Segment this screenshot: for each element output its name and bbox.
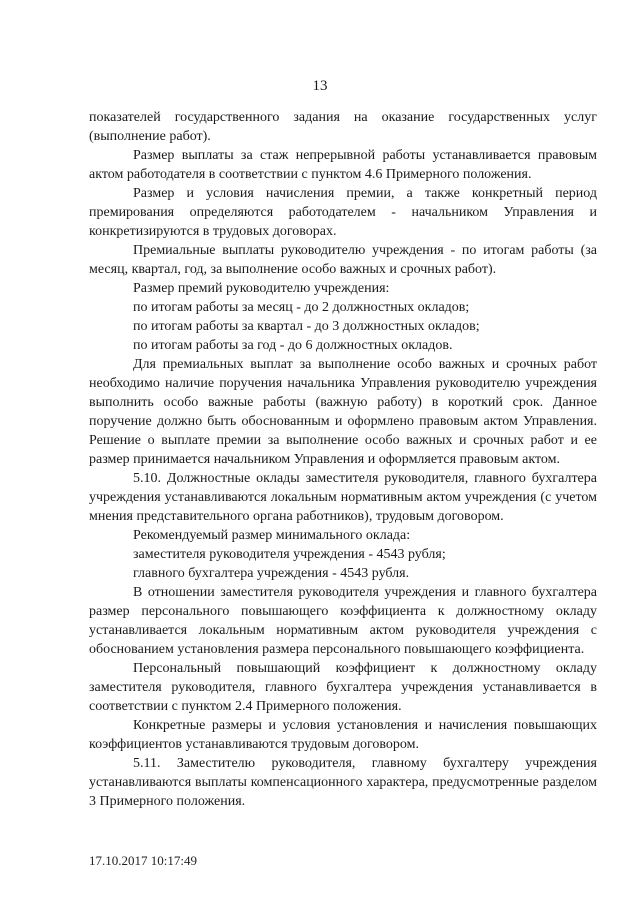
paragraph-bonus-size-heading: Размер премий руководителю учреждения:: [133, 281, 390, 296]
paragraph-seniority-pay: Размер выплаты за стаж непрерывной работы устанавливается правовым актом работодателя в соответствии с пунктом 4.6 Примерного положения.: [89, 148, 597, 182]
paragraph-bonus-conditions: Размер и условия начисления премии, а также конкретный период премирования определяются работодателем - начальником Управления и конкретизируются в трудовых договорах.: [89, 186, 597, 239]
paragraph-coefficient-contract: Конкретные размеры и условия установления и начисления повышающих коэффициентов устанавливаются трудовым договором.: [89, 718, 597, 752]
paragraph-continuation: показателей государственного задания на оказание государственных услуг (выполнение работ).: [89, 110, 597, 144]
list-item-quarterly-bonus: по итогам работы за квартал - до 3 должностных окладов;: [133, 319, 480, 334]
list-item-yearly-bonus: по итогам работы за год - до 6 должностных окладов.: [133, 338, 453, 353]
paragraph-urgent-work-bonus: Для премиальных выплат за выполнение особо важных и срочных работ необходимо наличие поручения начальника Управления руководителю учреждения выполнить особо важные работы (важную работу) в короткий срок. Данное поручение должно быть обоснованным и оформлено правовым актом Управления. Решение о выплате премии за выполнение особо важных и срочных работ и ее размер принимается начальником Управления и оформляется правовым актом.: [89, 357, 597, 467]
paragraph-coefficient-reference: Персональный повышающий коэффициент к должностному окладу заместителя руководителя, главного бухгалтера учреждения устанавливается в соответствии с пунктом 2.4 Примерного положения.: [89, 661, 597, 714]
paragraph-section-5-11: 5.11. Заместителю руководителя, главному бухгалтеру учреждения устанавливаются выплаты компенсационного характера, предусмотренные разделом 3 Примерного положения.: [89, 756, 597, 809]
list-item-deputy-salary: заместителя руководителя учреждения - 4543 рубля;: [133, 547, 446, 562]
list-item-monthly-bonus: по итогам работы за месяц - до 2 должностных окладов;: [133, 300, 470, 315]
list-item-accountant-salary: главного бухгалтера учреждения - 4543 рубля.: [133, 566, 410, 581]
paragraph-section-5-10: 5.10. Должностные оклады заместителя руководителя, главного бухгалтера учреждения устанавливаются локальным нормативным актом учреждения (с учетом мнения представительного органа работников), трудовым договором.: [89, 471, 597, 524]
paragraph-min-salary-heading: Рекомендуемый размер минимального оклада:: [133, 528, 411, 543]
footer-timestamp: 17.10.2017 10:17:49: [89, 853, 197, 868]
paragraph-personal-coefficient: В отношении заместителя руководителя учреждения и главного бухгалтера размер персонального повышающего коэффициента к должностному окладу устанавливается локальным нормативным актом руководителя учреждения с обоснованием установления размера персонального повышающего коэффициента.: [89, 585, 597, 657]
page-number: 13: [312, 78, 328, 94]
paragraph-head-bonus-payments: Премиальные выплаты руководителю учреждения - по итогам работы (за месяц, квартал, год, за выполнение особо важных и срочных работ).: [89, 243, 597, 277]
document-body: [89, 108, 597, 811]
